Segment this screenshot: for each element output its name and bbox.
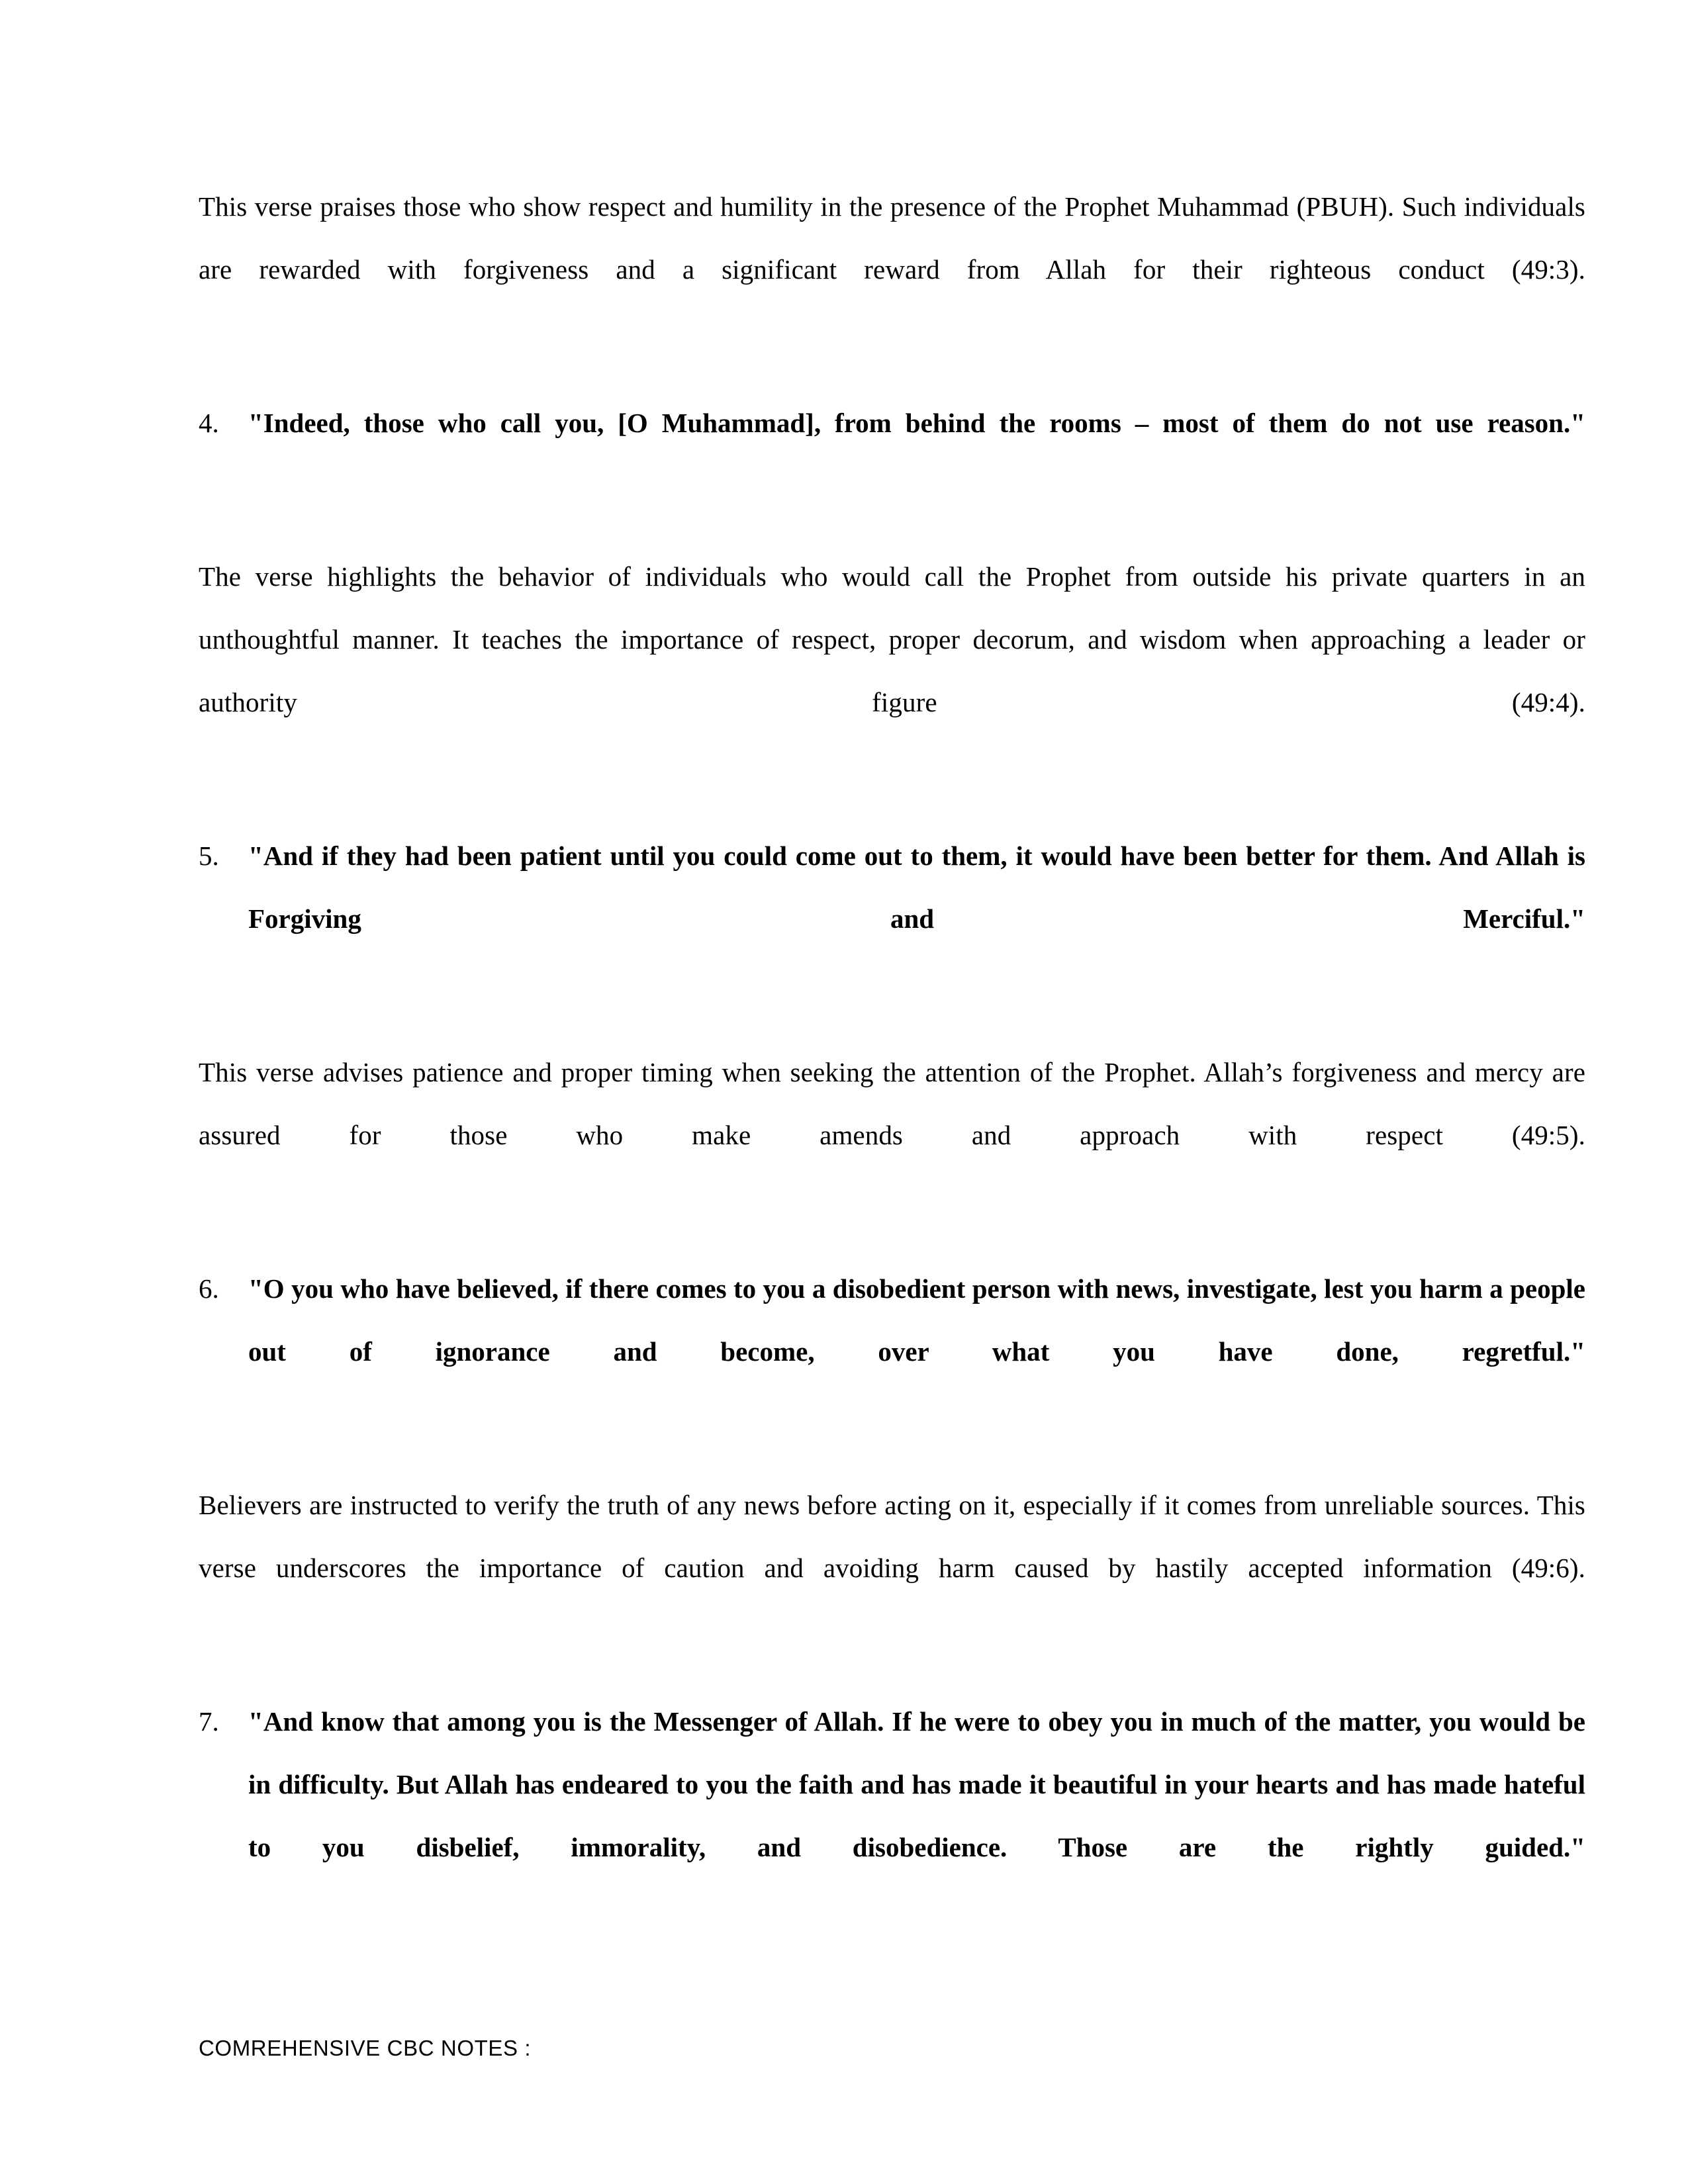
list-item-4-text: "Indeed, those who call you, [O Muhammad], from behind the rooms – most of them do not use reason."	[248, 408, 1585, 438]
paragraph-verse-49-5-commentary: This verse advises patience and proper timing when seeking the attention of the Prophet. Allah’s forgiveness and mercy are assured for those who make amends and approach with respect (49:5).	[199, 1057, 1585, 1150]
list-item-7-text: "And know that among you is the Messenger of Allah. If he were to obey you in much of the matter, you would be in difficulty. But Allah has endeared to you the faith and has made it beautiful in your hearts and has made hateful to you disbelief, immorality, and disobedience. Those are the rightly guided."	[248, 1706, 1585, 1862]
list-item-7	[199, 1690, 1585, 1942]
list-item-5-text: "And if they had been patient until you could come out to them, it would have been better for them. And Allah is Forgiving and Merciful."	[248, 841, 1585, 934]
list-item-7-number: 7.	[199, 1706, 219, 1737]
paragraph-verse-49-3-commentary: This verse praises those who show respect and humility in the presence of the Prophet Muhammad (PBUH). Such individuals are rewarded with forgiveness and a significant reward from Allah for their righteous conduct (49:3).	[199, 191, 1585, 285]
list-item-6-number: 6.	[199, 1273, 219, 1304]
paragraph-verse-49-4-commentary: The verse highlights the behavior of individuals who would call the Prophet from outside his private quarters in an unthoughtful manner. It teaches the importance of respect, proper decorum, and wisdom when approaching a leader or authority figure (49:4).	[199, 561, 1585, 717]
list-item-6-text: "O you who have believed, if there comes to you a disobedient person with news, investigate, lest you harm a people out of ignorance and become, over what you have done, regretful."	[248, 1273, 1585, 1367]
list-item-5-number: 5.	[199, 841, 219, 871]
page-footer: COMREHENSIVE CBC NOTES :	[199, 2036, 532, 2060]
list-item-4-number: 4.	[199, 408, 219, 438]
list-item-4	[199, 392, 1585, 518]
list-item-5	[199, 825, 1585, 1013]
paragraph-verse-49-6-commentary: Believers are instructed to verify the truth of any news before acting on it, especially if it comes from unreliable sources. This verse underscores the importance of caution and avoiding harm caused by hastily accepted information (49:6).	[199, 1490, 1585, 1583]
list-item-6	[199, 1257, 1585, 1446]
document-body	[199, 175, 1585, 1970]
